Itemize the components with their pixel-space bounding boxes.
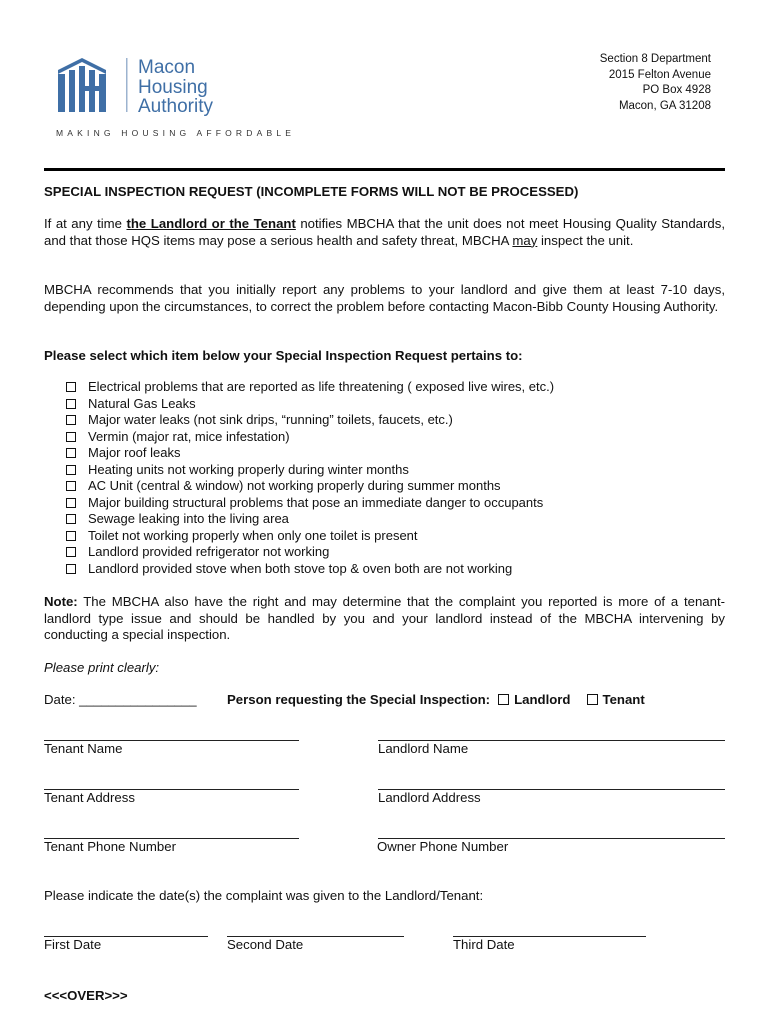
inspection-item[interactable]: Landlord provided refrigerator not working: [66, 544, 554, 561]
checkbox[interactable]: [66, 481, 76, 491]
address-line: Macon, GA 31208: [618, 99, 711, 112]
intro-paragraph: If at any time the Landlord or the Tenant notifies MBCHA that the unit does not meet Housing Quality Standards, and that those HQS items may pose a serious health and safety threat, MBCHA may inspect the unit.: [44, 216, 725, 248]
tenant-phone-label: Tenant Phone Number: [44, 839, 176, 854]
checkbox[interactable]: [66, 448, 76, 458]
checkbox[interactable]: [66, 498, 76, 508]
address-block: [600, 52, 711, 114]
inspection-item[interactable]: Vermin (major rat, mice infestation): [66, 429, 554, 446]
date-field[interactable]: Date: ________________: [44, 692, 197, 707]
inspection-item[interactable]: Natural Gas Leaks: [66, 396, 554, 413]
checkbox[interactable]: [66, 564, 76, 574]
form-title: SPECIAL INSPECTION REQUEST (INCOMPLETE FORMS WILL NOT BE PROCESSED): [44, 184, 579, 199]
landlord-or-tenant-emphasis: the Landlord or the Tenant: [126, 216, 296, 231]
inspection-item[interactable]: AC Unit (central & window) not working properly during summer months: [66, 478, 554, 495]
owner-phone-label: Owner Phone Number: [377, 839, 509, 854]
checkbox[interactable]: [66, 514, 76, 524]
tenant-address-label: Tenant Address: [44, 790, 135, 805]
address-line: 2015 Felton Avenue: [608, 68, 711, 81]
checkbox[interactable]: [66, 465, 76, 475]
third-date-label: Third Date: [453, 937, 515, 952]
inspection-item-list: [66, 379, 554, 577]
landlord-checkbox[interactable]: [498, 694, 509, 705]
address-line: PO Box 4928: [642, 84, 711, 96]
header-divider: [44, 168, 725, 171]
inspection-item[interactable]: Major water leaks (not sink drips, “running” toilets, faucets, etc.): [66, 412, 554, 429]
checkbox[interactable]: [66, 415, 76, 425]
dates-prompt: Please indicate the date(s) the complaint was given to the Landlord/Tenant:: [44, 888, 484, 903]
address-line: Section 8 Department: [599, 53, 711, 65]
inspection-item[interactable]: Sewage leaking into the living area: [66, 511, 554, 528]
checkbox[interactable]: [66, 399, 76, 409]
inspection-item[interactable]: Heating units not working properly during winter months: [66, 462, 554, 479]
select-prompt: Please select which item below your Special Inspection Request pertains to:: [44, 348, 523, 363]
tagline: MAKING HOUSING AFFORDABLE: [56, 128, 296, 138]
over-indicator: <<<OVER>>>: [44, 988, 128, 1003]
org-name: Macon Housing Authority: [138, 57, 213, 117]
second-date-label: Second Date: [227, 937, 304, 952]
print-clearly-instruction: Please print clearly:: [44, 660, 160, 675]
inspection-item[interactable]: Landlord provided stove when both stove top & oven both are not working: [66, 561, 554, 578]
tenant-name-label: Tenant Name: [44, 741, 123, 756]
checkbox[interactable]: [66, 432, 76, 442]
inspection-item[interactable]: Major roof leaks: [66, 445, 554, 462]
landlord-name-label: Landlord Name: [378, 741, 469, 756]
inspection-item[interactable]: Toilet not working properly when only one toilet is present: [66, 528, 554, 545]
landlord-address-label: Landlord Address: [378, 790, 481, 805]
checkbox[interactable]: [66, 547, 76, 557]
note-paragraph: Note: The MBCHA also have the right and may determine that the complaint you reported is more of a tenant-landlord type issue and should be handled by you and your landlord instead of the MBCHA intervening by conducting a special inspection.: [44, 594, 725, 642]
inspection-item[interactable]: Major building structural problems that pose an immediate danger to occupants: [66, 495, 554, 512]
inspection-item[interactable]: Electrical problems that are reported as life threatening ( exposed live wires, etc.): [66, 379, 554, 396]
checkbox[interactable]: [66, 382, 76, 392]
first-date-label: First Date: [44, 937, 102, 952]
tenant-checkbox[interactable]: [587, 694, 598, 705]
checkbox[interactable]: [66, 531, 76, 541]
requester-row: Person requesting the Special Inspection: Landlord Tenant: [227, 692, 645, 707]
recommendation-paragraph: MBCHA recommends that you initially report any problems to your landlord and give them at least 7-10 days, depending upon the circumstances, to correct the problem before contacting Macon-Bibb County Housing Authority.: [44, 282, 725, 314]
